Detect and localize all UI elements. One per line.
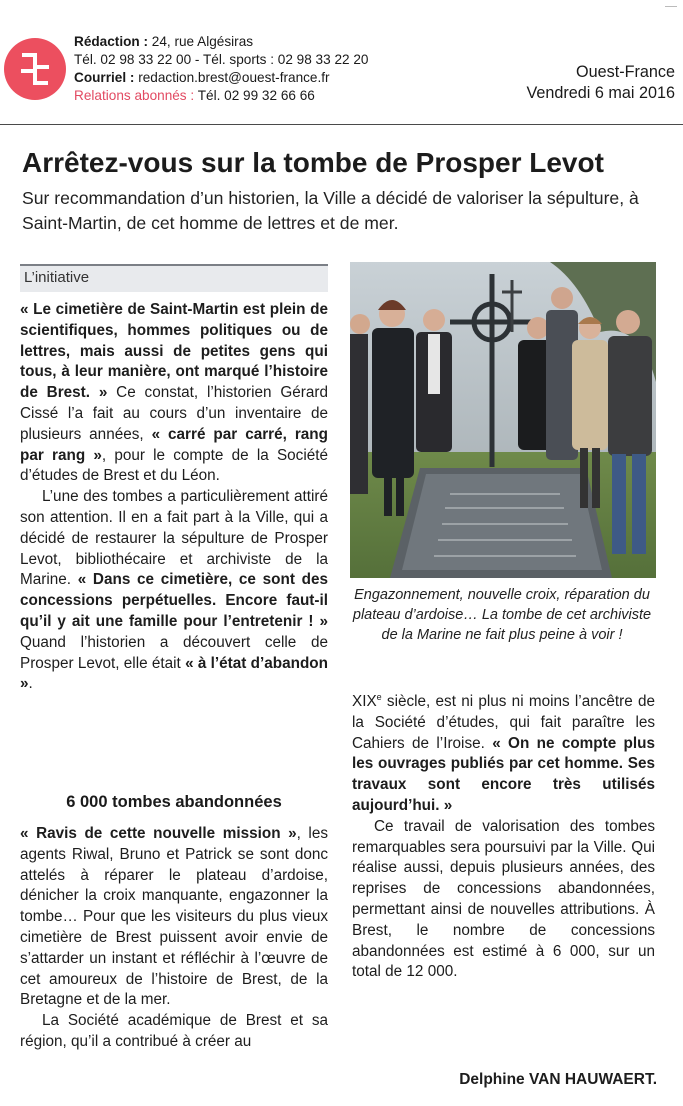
header-redaction (74, 33, 253, 51)
left-column-top (20, 300, 328, 695)
text: XIX (352, 693, 377, 710)
author-signature: Delphine VAN HAUWAERT. (459, 1071, 657, 1088)
article-deck: Sur recommandation d’un historien, la Ville a décidé de valoriser la sépulture, à Saint-Martin, de cet homme de lettres et de mer. (22, 188, 639, 233)
text: , pour le compte de la Société d’études de Brest et du Léon. (20, 446, 328, 485)
abonnes-label: Relations abonnés : (74, 88, 195, 103)
publication-info (527, 62, 676, 104)
photo-caption: Engazonnement, nouvelle croix, réparation du plateau d’ardoise… La tombe de cet archiviste de la Marine ne fait plus peine à voir ! (352, 587, 652, 643)
quote: « Ravis de cette nouvelle mission » (20, 825, 297, 842)
text: La Société académique de Brest et sa région, qu’il a contribué à créer au (20, 1012, 328, 1050)
intertitle: 6 000 tombes abandonnées (66, 793, 282, 811)
quote: « Le cimetière de Saint-Martin est plein de scientifiques, hommes politiques ou de lettres, mais aussi de petites gens qui tous, à leur manière, ont marqué l’histoire de Brest. » (20, 301, 328, 402)
courriel-value: redaction.brest@ouest-france.fr (138, 70, 330, 85)
text: siècle, est ni plus ni moins l’ancêtre de la Société d’études, qui fait paraître les Cahiers de l’Iroise. (352, 693, 655, 752)
paragraph-1 (20, 300, 328, 487)
paragraph-3 (20, 824, 328, 1011)
publication-date: Vendredi 6 mai 2016 (526, 84, 675, 102)
text: , les agents Riwal, Bruno et Patrick se sont donc attelés à réparer le plateau d’ardoise, dénicher la croix manquante, engazonner la tombe… Pour que les visiteurs du plus vieux cimetière de Brest puissent avoir envie de s’attarder un instant et réfléchir à l’œuvre de cet amoureux de l’histoire de Brest, de la Bretagne et de la mer. (20, 825, 328, 1009)
courriel-label: Courriel : (74, 70, 135, 85)
text: Ce constat, l’historien Gérard Cissé l’a fait au cours d’un inventaire de plusieurs années, (20, 384, 328, 443)
abonnes-phone: Tél. 02 99 32 66 66 (197, 88, 315, 103)
kicker-label: L’initiative (24, 269, 90, 286)
ouest-france-logo-icon (4, 38, 66, 100)
article-photo (350, 262, 656, 578)
paragraph-2 (20, 487, 328, 695)
paragraph-6 (352, 817, 655, 983)
header-abonnes (74, 87, 315, 105)
paragraph-5 (352, 692, 655, 817)
article-title: Arrêtez-vous sur la tombe de Prosper Levot (22, 147, 604, 178)
quote: « Dans ce cimetière, ce sont des concessions perpétuelles. Encore faut-il qu’il y ait une famille pour l’entretenir ! » (20, 571, 328, 630)
publication-name: Ouest-France (576, 63, 675, 81)
superscript: e (376, 691, 382, 702)
header-divider (0, 124, 683, 125)
quote: « On ne compte plus les ouvrages publiés par cet homme. Ses travaux sont encore très utilisés aujourd’hui. » (352, 734, 655, 814)
text: . (28, 675, 33, 693)
kicker-bar (20, 264, 328, 292)
left-column-bottom (20, 824, 328, 1053)
redaction-address: 24, rue Algésiras (151, 34, 254, 49)
text: Quand l’historien a découvert celle de Prosper Levot, elle était (20, 633, 328, 672)
header-courriel (74, 69, 330, 87)
corner-mark (665, 6, 677, 7)
right-column (352, 692, 655, 983)
paragraph-4 (20, 1011, 328, 1053)
quote: « carré par carré, rang par rang » (20, 425, 328, 464)
quote: « à l’état d’abandon » (20, 654, 328, 693)
header-phones: Tél. 02 98 33 22 00 - Tél. sports : 02 98 33 22 20 (74, 52, 369, 67)
redaction-label: Rédaction : (74, 34, 149, 49)
text: Ce travail de valorisation des tombes remarquables sera poursuivi par la Ville. Qui réalise aussi, depuis plusieurs années, des reprises de concessions abandonnées, permettant ainsi de nouvelles attributions. À Brest, le nombre de concessions abandonnées est estimé à 6 000, sur un total de 12 000. (352, 817, 655, 981)
text: L’une des tombes a particulièrement attiré son attention. Il en a fait part à la Ville, qui a décidé de restaurer la sépulture de Prosper Levot, bibliothécaire et archiviste de la Marine. (20, 488, 328, 589)
